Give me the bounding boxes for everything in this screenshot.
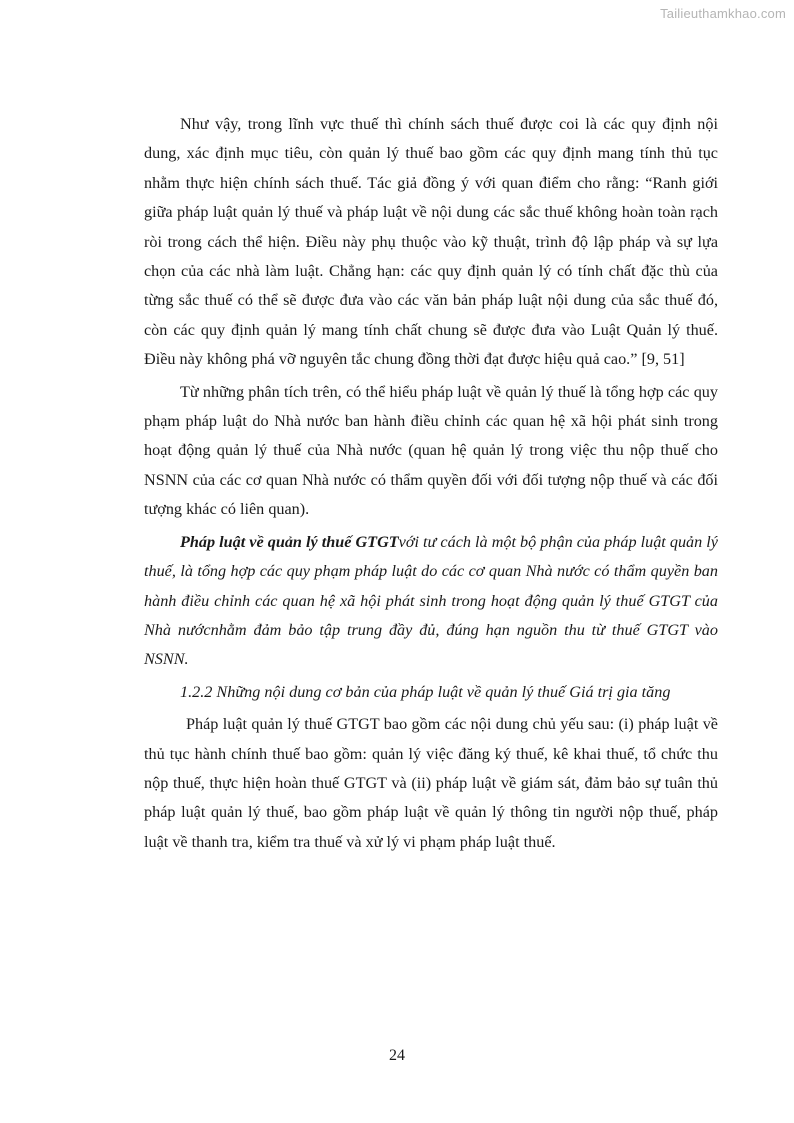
paragraph-tax-policy: Như vậy, trong lĩnh vực thuế thì chính sách thuế được coi là các quy định nội dung, xác định mục tiêu, còn quản lý thuế bao gồm các quy định mang tính thủ tục nhằm thực hiện chính sách thuế. Tác giả đồng ý với quan điểm cho rằng: “Ranh giới giữa pháp luật quản lý thuế và pháp luật về nội dung các sắc thuế không hoàn toàn rạch ròi trong cách thể hiện. Điều này phụ thuộc vào kỹ thuật, trình độ lập pháp và sự lựa chọn của các nhà làm luật. Chẳng hạn: các quy định quản lý có tính chất đặc thù của từng sắc thuế có thể sẽ được đưa vào các văn bản pháp luật nội dung của sắc thuế đó, còn các quy định quản lý mang tính chất chung sẽ được đưa vào Luật Quản lý thuế. Điều này không phá vỡ nguyên tắc chung đồng thời đạt được hiệu quả cao.” [9, 51]: [144, 115, 718, 369]
paragraph-vat-law-definition: [144, 528, 718, 675]
vat-law-term: Pháp luật về quản lý thuế GTGT: [180, 532, 399, 551]
page-number: 24: [389, 1047, 405, 1064]
site-watermark: Tailieuthamkhao.com: [660, 6, 786, 21]
page-body: [144, 110, 718, 860]
section-heading: 1.2.2 Những nội dung cơ bản của pháp luật về quản lý thuế Giá trị gia tăng: [180, 682, 671, 701]
paragraph-vat-law-contents: Pháp luật quản lý thuế GTGT bao gồm các nội dung chủ yếu sau: (i) pháp luật về thủ tục hành chính thuế bao gồm: quản lý việc đăng ký thuế, kê khai thuế, tổ chức thu nộp thuế, thực hiện hoàn thuế GTGT và (ii) pháp luật về giám sát, đảm bảo sự tuân thủ pháp luật quản lý thuế, bao gồm pháp luật về quản lý thông tin người nộp thuế, pháp luật về thanh tra, kiểm tra thuế và xử lý vi phạm pháp luật thuế.: [144, 715, 718, 851]
vat-law-definition-text: với tư cách là một bộ phận của pháp luật quản lý thuế, là tổng hợp các quy phạm pháp luật do các cơ quan Nhà nước có thẩm quyền ban hành điều chỉnh các quan hệ xã hội phát sinh trong hoạt động quản lý thuế GTGT của Nhà nướcnhằm đảm bảo tập trung đầy đủ, đúng hạn nguồn thu từ thuế GTGT vào NSNN.: [144, 532, 718, 669]
paragraph-tax-law-definition: Từ những phân tích trên, có thể hiểu pháp luật về quản lý thuế là tổng hợp các quy phạm pháp luật do Nhà nước ban hành điều chỉnh các quan hệ xã hội phát sinh trong hoạt động quản lý thuế của Nhà nước (quan hệ quản lý trong việc thu nộp thuế cho NSNN của các cơ quan Nhà nước có thẩm quyền đối với đối tượng nộp thuế và các đối tượng khác có liên quan).: [144, 382, 718, 519]
